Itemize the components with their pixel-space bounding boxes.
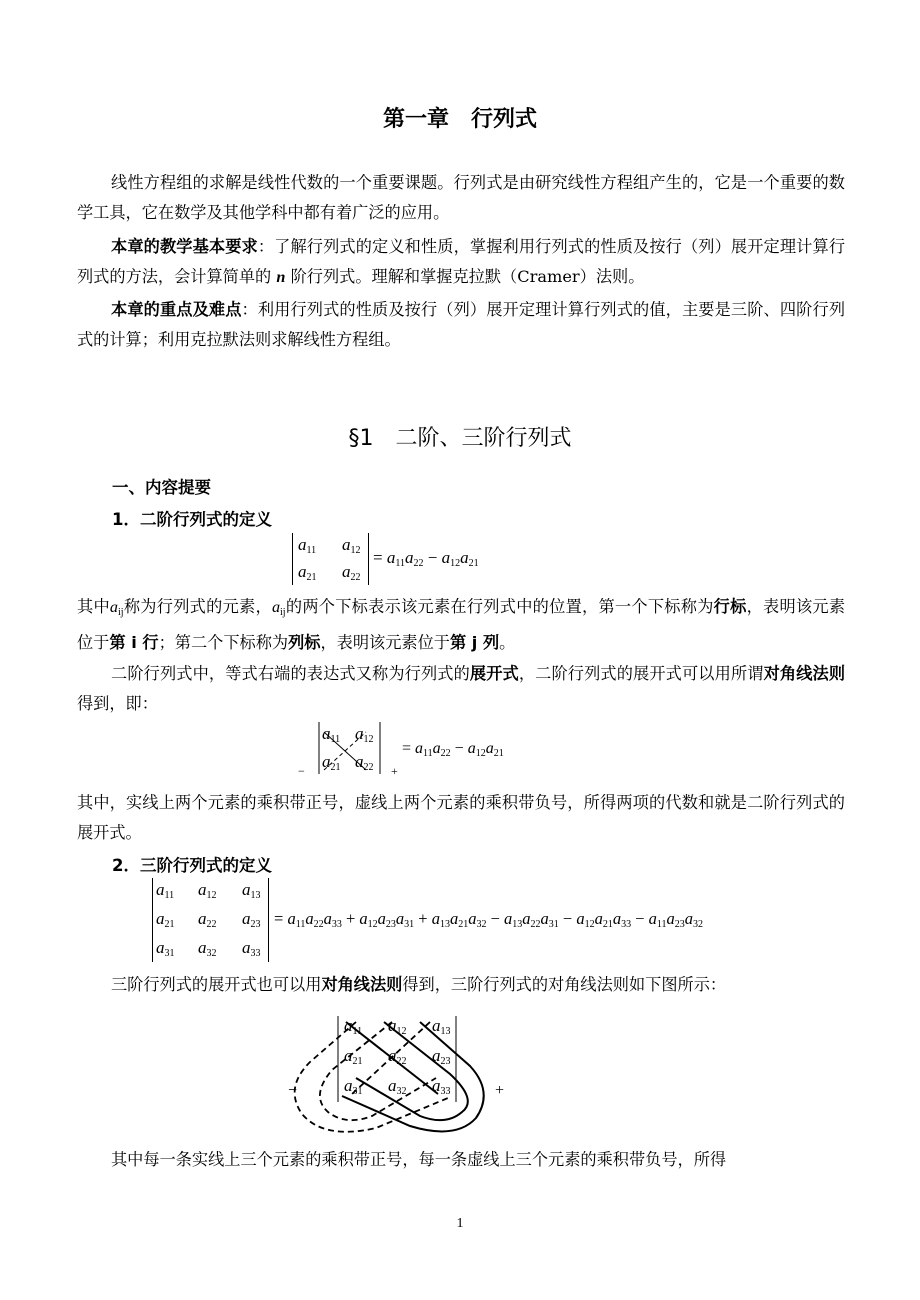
expansion-term: 展开式 (469, 664, 519, 683)
key-points-label: 本章的重点及难点 (111, 300, 242, 319)
det3-entry-a23: $a_{23}$ (242, 909, 261, 930)
final-paragraph: 其中每一条实线上三个元素的乘积带正号，每一条虚线上三个元素的乘积带负号，所得 (111, 1150, 727, 1169)
subsection-heading: 一、内容提要 (112, 478, 211, 497)
row-i-term: 第 i 行 (109, 633, 159, 652)
det3-left-bar (152, 878, 153, 962)
key-points-paragraph (77, 295, 845, 355)
requirements-paragraph (77, 232, 845, 292)
det3-entry-a13: $a_{13}$ (242, 880, 261, 901)
document-page: 第一章 行列式 线性方程组的求解是线性代数的一个重要课题。行列式是由研究线性方程组产生的，它是一个重要的数学工具，它在数学及其他学科中都有着广泛的应用。 本章的教学基本要求：了解行列式的定义和性质，掌握利用行列式的性质及按行（列）展开定理计算行列式的方法，会计算简单的 n 阶行列式。理解和掌握克拉默（Cramer）法则。 本章的重点及难点：利用行列式的性质及按行（列）展开定理计算行列式的值，主要是三阶、四阶行列式的计算；利用克拉默法则求解线性方程组。 §1 二阶、三阶行列式 一、内容提要 1．二阶行列式的定义 $a_{11}$ $a_{12}$ $a_{21}$ $a_{22}$ = $a_{11}a_{22} - a_{12}a_{21}$ 其中$a_{ij}$称为行列式的元素，$a_{ij}$的两个下标表示该元素在行列式中的位置，第一个下标称为行标，表明该元素位于第 i 行；第二个下标称为列标，表明该元素位于第 j 列。 二阶行列式中，等式右端的表达式又称为行列式的展开式，二阶行列式的展开式可以用所谓对角线法则得到，即： $a_{11}$ $a_{12}$ $a_{21}$ $a_{22}$ − + = $a_{11}a_{22} - a_{12}a_{21}$ 其中，实线上两个元素的乘积带正号，虚线上两个元素的乘积带负号，所得两项的代数和就是二阶行列式的展开式。 2．三阶行列式的定义 $a_{11}$ $a_{12}$ $a_{13}$ $a_{21}$ $a_{22}$ $a_{23}$ $a_{31}$ $a_{32}$ $a_{33}$ = $a_{11}a_{22}a_{33} + a_{12}a_{23}a_{31} + a_{13}a_{21}a_{32} - a_{13}a_{22}a_{31} - a_{12}a_{21}a_{33} - a_{11}a_{23}a_{32}$ 三阶行列式的展开式也可以用对角线法则得到，三阶行列式的对角线法则如下图所示： $a_{11}$ $a_{12}$ $a_{13}$ $a_{21}$ $a_{22}$ $a_{23}$ $a_{31}$ $a_{32}$ $a_{33}$ − + 其中每一条实线上三个元素的乘积带正号，每一条虚线上三个元素的乘积带负号，所得 1 (0, 0, 920, 1300)
requirements-label: 本章的教学基本要求 (111, 237, 258, 256)
plus-sign: + (391, 764, 398, 778)
det3-entry-a22: $a_{22}$ (198, 909, 217, 930)
row-index-term: 行标 (713, 597, 747, 616)
entry-a12: $a_{12}$ (342, 535, 361, 556)
elements-paragraph: 其中$a_{ij}$称为行列式的元素，$a_{ij}$的两个下标表示该元素在行列式中的位置，第一个下标称为行标，表明该元素位于第 i 行；第二个下标称为列标，表明该元素位于第 j 列。 (77, 597, 846, 652)
det3-entry-a21: $a_{21}$ (156, 909, 175, 930)
section-title: §1 二阶、三阶行列式 (348, 426, 572, 451)
plus-sign-3: + (495, 1082, 505, 1099)
diag-rule-term-2: 对角线法则 (321, 975, 403, 994)
item2-heading: 2．三阶行列式的定义 (112, 856, 272, 875)
det3-entry-a11: $a_{11}$ (156, 880, 175, 901)
sign-paragraph: 其中，实线上两个元素的乘积带正号，虚线上两个元素的乘积带负号，所得两项的代数和就是二阶行列式的展开式。 (77, 793, 845, 842)
det3-entry-a12: $a_{12}$ (198, 880, 217, 901)
key-points-text: ：利用行列式的性质及按行（列）展开定理计算行列式的值，主要是三阶、四阶行列式的计算；利用克拉默法则求解线性方程组。 (77, 300, 846, 349)
det2-diagonal-lines (300, 718, 400, 778)
minus-sign: − (298, 764, 305, 778)
det-right-bar (368, 533, 369, 585)
requirements-text-b: 阶行列式。理解和掌握克拉默（Cramer）法则。 (290, 267, 645, 286)
det3-expansion: = $a_{11}a_{22}a_{33} + a_{12}a_{23}a_{31} + a_{13}a_{21}a_{32} - a_{13}a_{22}a_{31} - a_{12}a_{21}a_{33} - a_{11}a_{23}a_{32}$ (274, 909, 704, 930)
det2-expansion: = $a_{11}a_{22} - a_{12}a_{21}$ (373, 548, 479, 569)
entry-a11: $a_{11}$ (298, 535, 317, 556)
det3-entry-a31: $a_{31}$ (156, 938, 175, 959)
det-left-bar (292, 533, 293, 585)
page-number: 1 (456, 1216, 464, 1231)
entry-a21: $a_{21}$ (298, 562, 317, 583)
entry-a22: $a_{22}$ (342, 562, 361, 583)
minus-sign-3: − (288, 1082, 298, 1099)
det3-right-bar (268, 878, 269, 962)
diag-rule-term: 对角线法则 (763, 664, 846, 683)
expansion-paragraph: 二阶行列式中，等式右端的表达式又称为行列式的展开式，二阶行列式的展开式可以用所谓对角线法则得到，即： (77, 664, 846, 713)
det3-entry-a32: $a_{32}$ (198, 938, 217, 959)
diag3-paragraph: 三阶行列式的展开式也可以用对角线法则得到，三阶行列式的对角线法则如下图所示： (111, 975, 727, 994)
item1-heading: 1．二阶行列式的定义 (112, 510, 272, 529)
col-index-term: 列标 (288, 633, 321, 652)
chapter-title: 第一章 行列式 (382, 107, 537, 132)
requirements-text-a: ：了解行列式的定义和性质，掌握利用行列式的性质及按行（列）展开定理计算行列式的方法，会计算简单的 (77, 237, 846, 286)
n-symbol: n (276, 268, 286, 286)
det2-diagram-expansion: = $a_{11}a_{22} - a_{12}a_{21}$ (402, 740, 504, 759)
intro-paragraph: 线性方程组的求解是线性代数的一个重要课题。行列式是由研究线性方程组产生的，它是一个重要的数学工具，它在数学及其他学科中都有着广泛的应用。 (77, 173, 845, 222)
det3-entry-a33: $a_{33}$ (242, 938, 261, 959)
col-j-term: 第 j 列 (449, 633, 500, 652)
